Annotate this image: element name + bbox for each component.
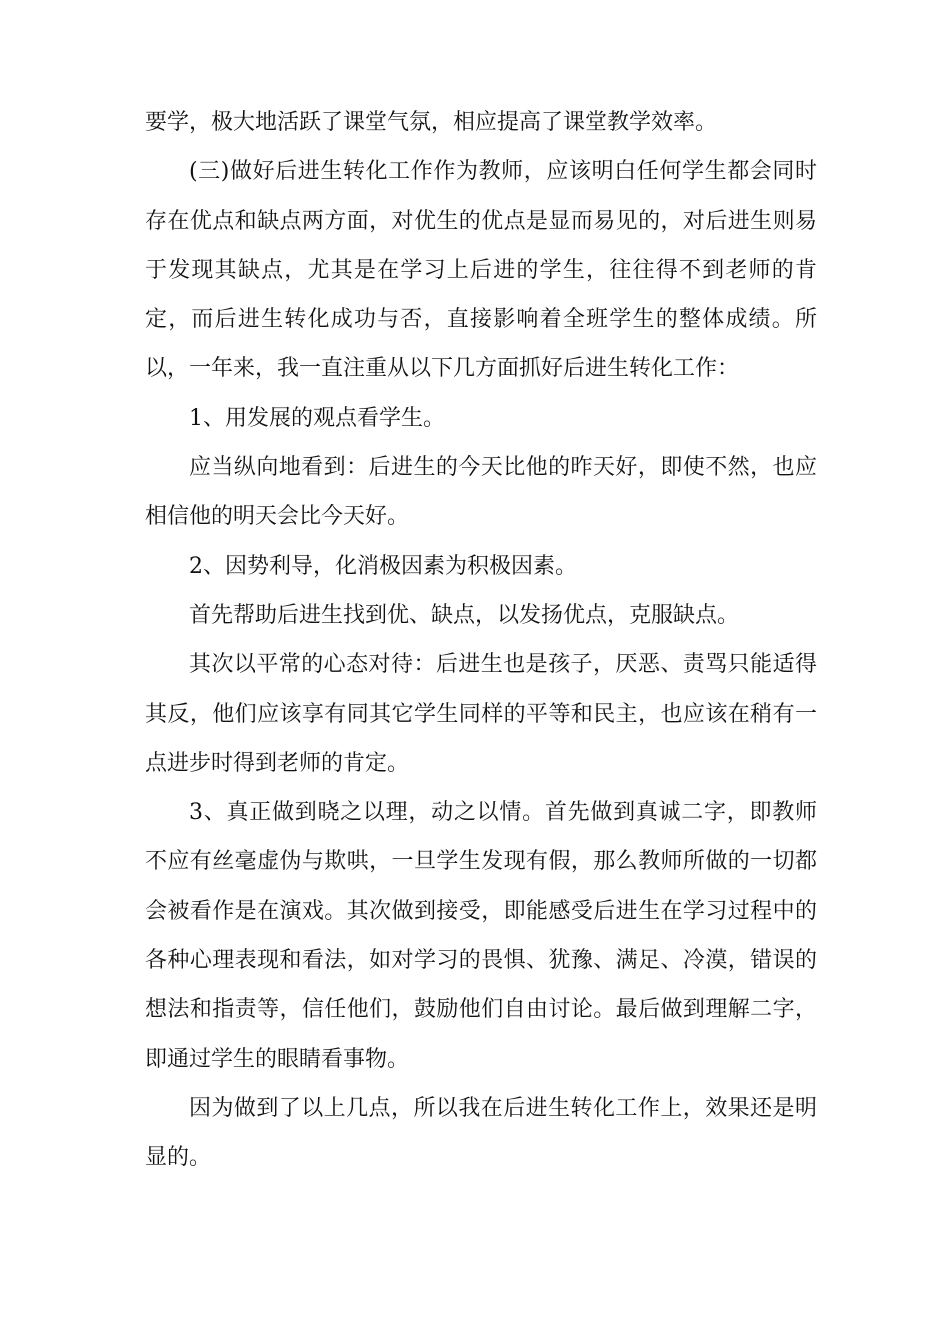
paragraph-continuation: 要学，极大地活跃了课堂气氛，相应提高了课堂教学效率。	[145, 110, 718, 135]
paragraph-point-one: 1、用发展的观点看学生。	[189, 405, 445, 431]
paragraph-point-three: 3、真正做到晓之以理，动之以情。首先做到真诚二字，即教师不应有丝毫虚伪与欺哄，一旦学生发现有假，那么教师所做的一切都会被看作是在演戏。其次做到接受，即能感受后进生在学习过程中的各种心理表现和看法，如对学习的畏惧、犹豫、满足、冷漠，错误的想法和指责等，信任他们，鼓励他们自由讨论。最后做到理解二字，即通过学生的眼睛看事物。	[145, 800, 817, 1072]
paragraph-point-two: 2、因势利导，化消极因素为积极因素。	[189, 553, 577, 579]
document-body	[145, 98, 817, 1183]
paragraph-section-three: (三)做好后进生转化工作作为教师，应该明白任何学生都会同时存在优点和缺点两方面，对优生的优点是显而易见的，对后进生则易于发现其缺点，尤其是在学习上后进的学生，往往得不到老师的肯定，而后进生转化成功与否，直接影响着全班学生的整体成绩。所以，一年来，我一直注重从以下几方面抓好后进生转化工作：	[145, 159, 817, 382]
paragraph: 首先帮助后进生找到优、缺点，以发扬优点，克服缺点。	[189, 602, 740, 628]
paragraph-conclusion: 因为做到了以上几点，所以我在后进生转化工作上，效果还是明显的。	[145, 1095, 817, 1171]
paragraph: 应当纵向地看到：后进生的今天比他的昨天好，即使不然，也应相信他的明天会比今天好。	[145, 455, 817, 530]
paragraph: 其次以平常的心态对待：后进生也是孩子，厌恶、责骂只能适得其反，他们应该享有同其它学生同样的平等和民主，也应该在稍有一点进步时得到老师的肯定。	[145, 652, 817, 776]
